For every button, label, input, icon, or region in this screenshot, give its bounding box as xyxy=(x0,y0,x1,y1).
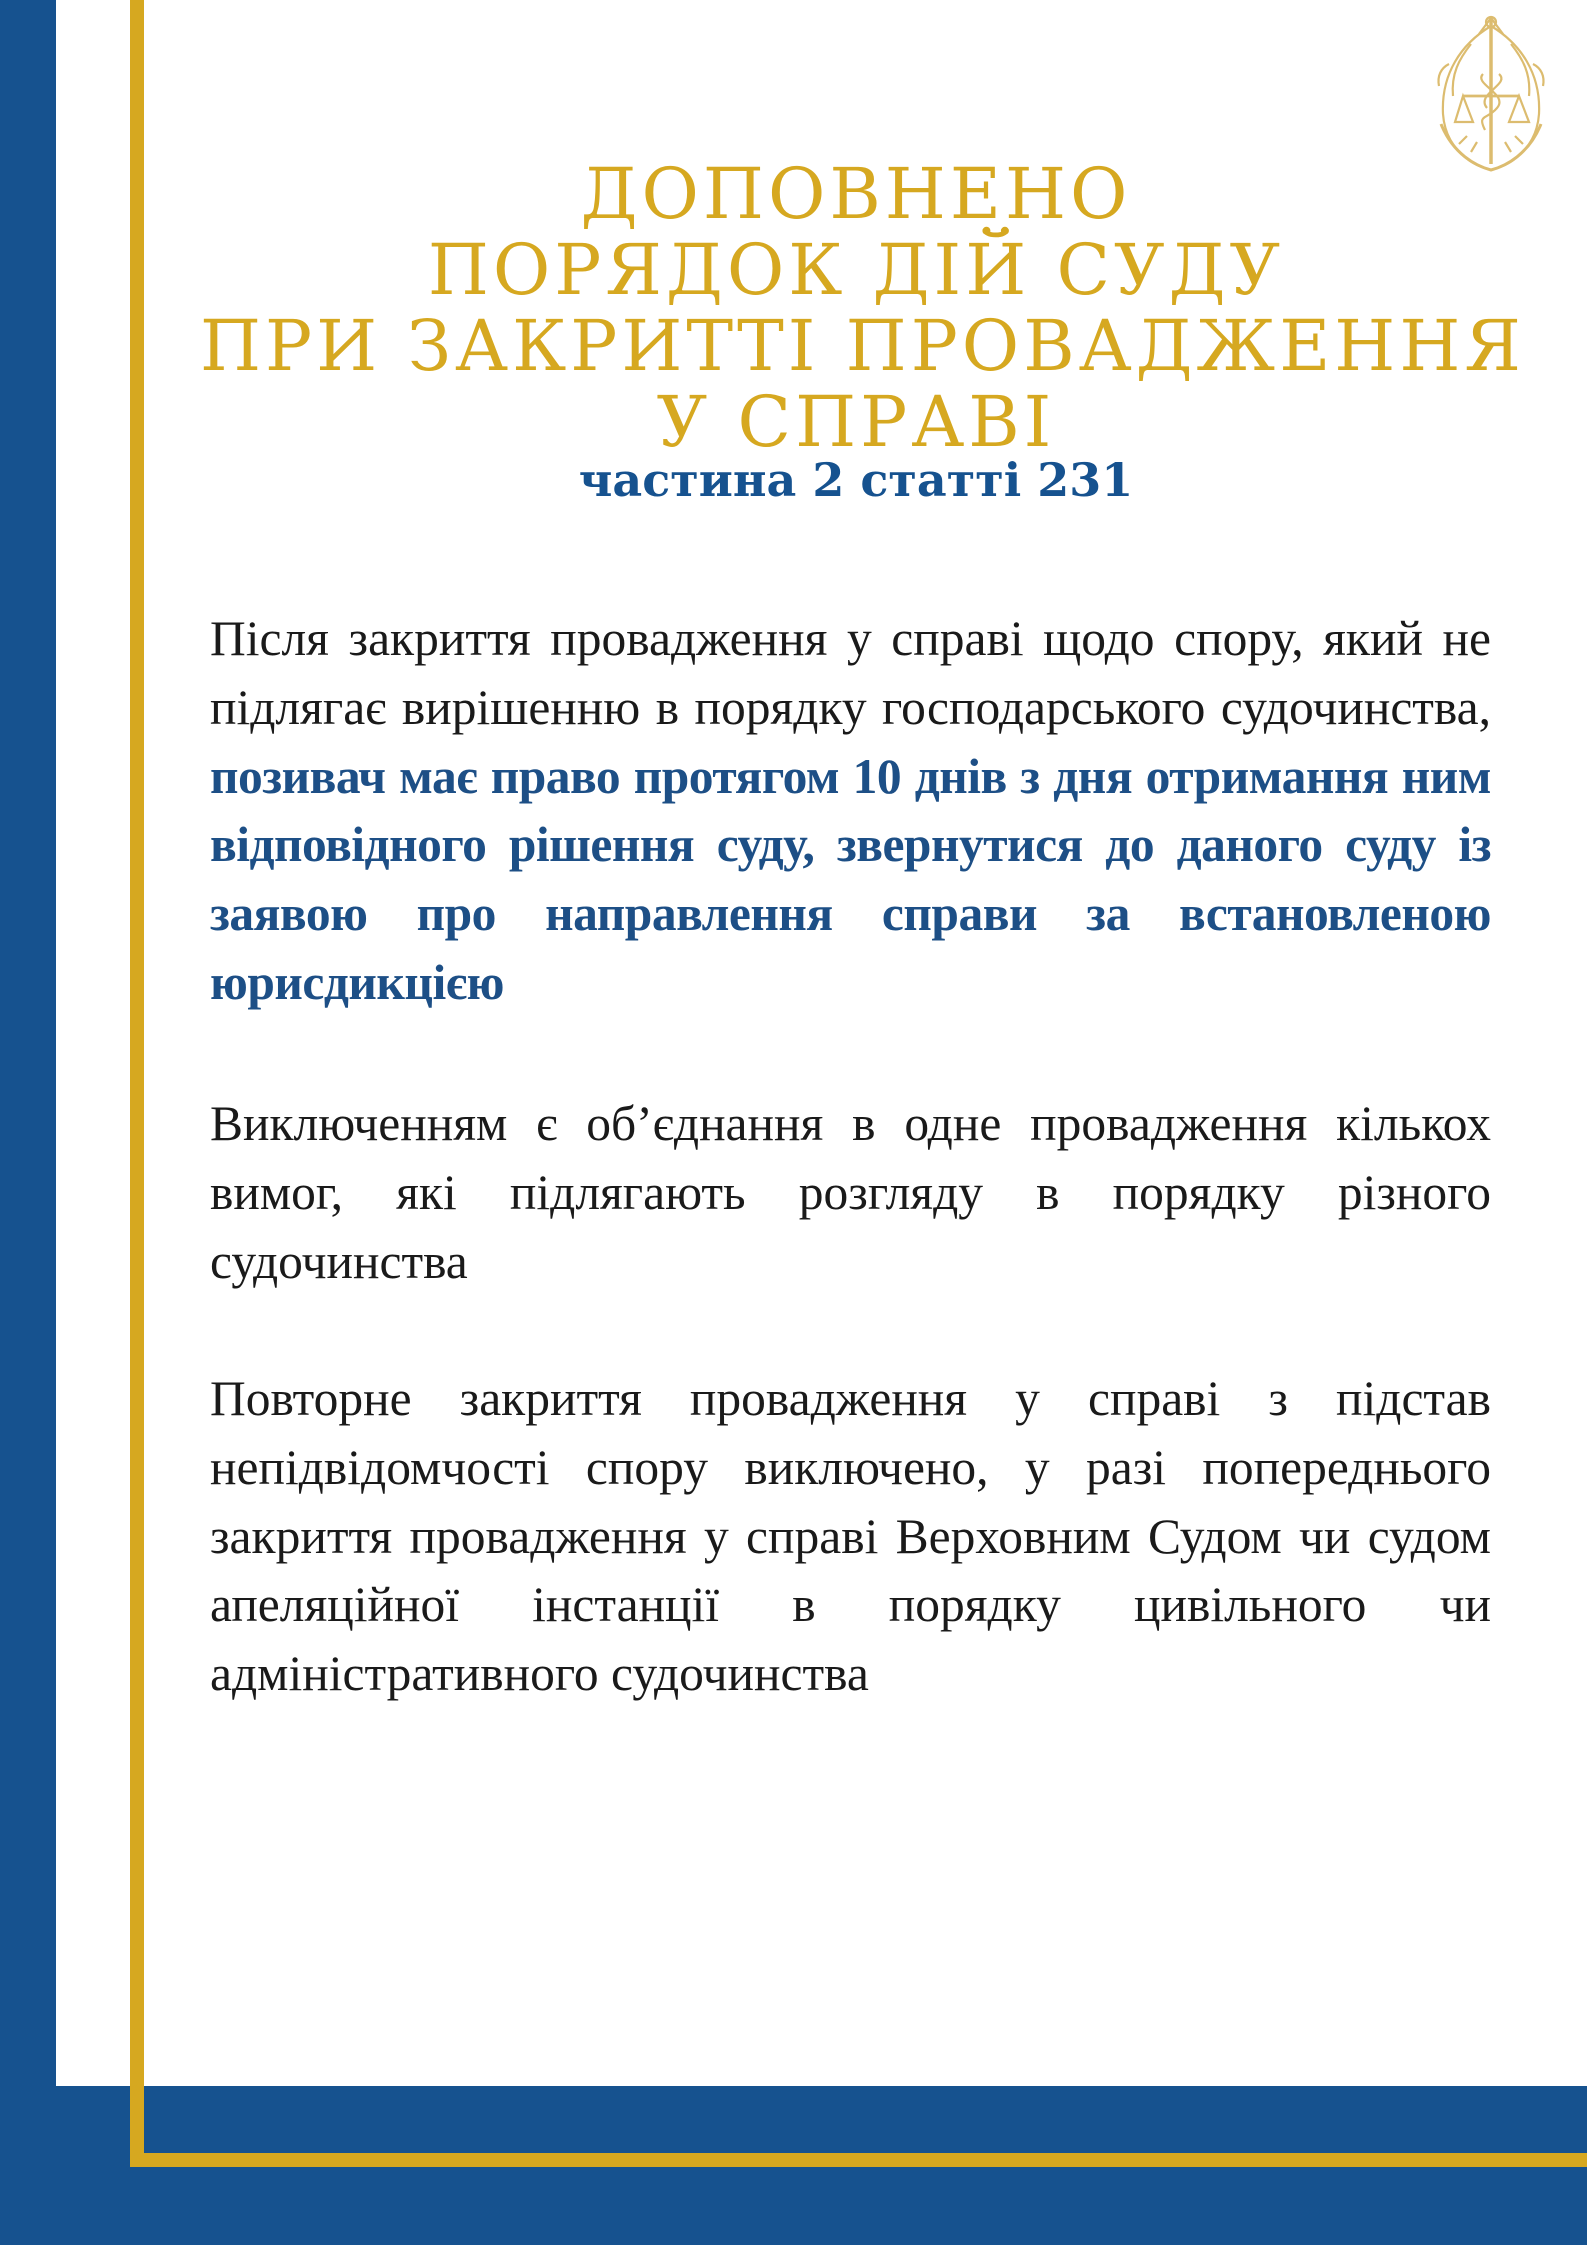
paragraph-1-highlight: позивач має право протягом 10 днів з дня отримання ним відповідного рішення суду, звернутися до даного суду із заявою про направлення справи за встановленою юрисдикцією xyxy=(210,748,1491,1010)
paragraph-1-text: Після закриття провадження у справі щодо спору, який не підлягає вирішенню в порядку господарського судочинства, xyxy=(210,611,1491,735)
page-subtitle: частина 2 статті 231 xyxy=(578,453,1134,507)
title-line-2: ПОРЯДОК ДІЙ СУДУ xyxy=(427,229,1285,311)
page-title xyxy=(200,153,1525,463)
title-line-1: ДОПОВНЕНО xyxy=(580,153,1132,235)
frame-left-band xyxy=(0,0,56,2245)
paragraph-2: Виключенням є об’єднання в одне провадження кількох вимог, які підлягають розгляду в порядку різного судочинства xyxy=(210,1096,1491,1289)
gold-border-horizontal xyxy=(130,2153,1587,2167)
paragraph-3: Повторне закриття провадження у справі з підстав непідвідомчості спору виключено, у разі попереднього закриття провадження у справі Верховним Судом чи судом апеляційної інстанції в порядку цивільного чи адміністративного судочинства xyxy=(210,1371,1491,1702)
gold-border-vertical xyxy=(130,0,144,2167)
title-line-4: У СПРАВІ xyxy=(656,381,1056,463)
paragraph-1 xyxy=(210,605,1491,1018)
title-line-3: ПРИ ЗАКРИТТІ ПРОВАДЖЕННЯ xyxy=(200,305,1525,387)
